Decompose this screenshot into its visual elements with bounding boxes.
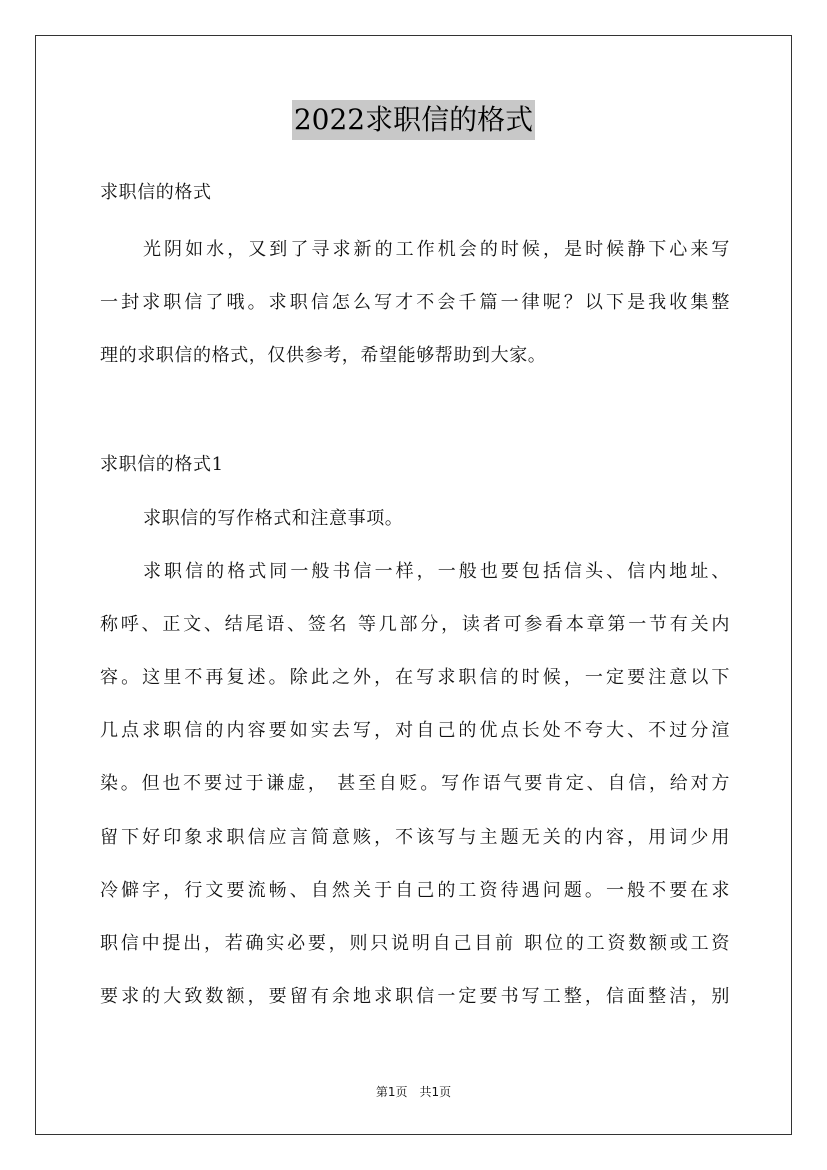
subheading: 求职信的写作格式和注意事项。 (143, 508, 404, 529)
title-container (0, 100, 827, 140)
paragraph-line: 留下好印象求职信应言简意赅，不该写与主题无关的内容，用词少用 (100, 827, 730, 848)
paragraph-line: 称呼、正文、结尾语、签名 等几部分，读者可参看本章第一节有关内 (100, 614, 730, 635)
paragraph-line: 染。但也不要过于谦虚， 甚至自贬。写作语气要肯定、自信，给对方 (100, 773, 730, 794)
paragraph-line: 求职信的格式同一般书信一样，一般也要包括信头、信内地址、 (143, 561, 730, 582)
paragraph-line: 冷僻字，行文要流畅、自然关于自己的工资待遇问题。一般不要在求 (100, 880, 730, 901)
page-footer: 第1页 共1页 (375, 1085, 452, 1099)
paragraph-line: 容。这里不再复述。除此之外，在写求职信的时候，一定要注意以下 (100, 667, 730, 688)
section-heading: 求职信的格式1 (100, 454, 224, 475)
paragraph-line: 光阴如水，又到了寻求新的工作机会的时候，是时候静下心来写 (143, 239, 730, 260)
paragraph-line: 理的求职信的格式，仅供参考，希望能够帮助到大家。 (100, 345, 547, 366)
document-title: 2022求职信的格式 (292, 100, 535, 140)
paragraph-line: 要求的大致数额，要留有余地求职信一定要书写工整，信面整洁，别 (100, 986, 730, 1007)
section-heading: 求职信的格式 (100, 182, 212, 203)
paragraph-line: 几点求职信的内容要如实去写，对自己的优点长处不夸大、不过分渲 (100, 720, 730, 741)
paragraph-line: 职信中提出，若确实必要，则只说明自己目前 职位的工资数额或工资 (100, 933, 730, 954)
paragraph-line: 一封求职信了哦。求职信怎么写才不会千篇一律呢？以下是我收集整 (100, 292, 730, 313)
